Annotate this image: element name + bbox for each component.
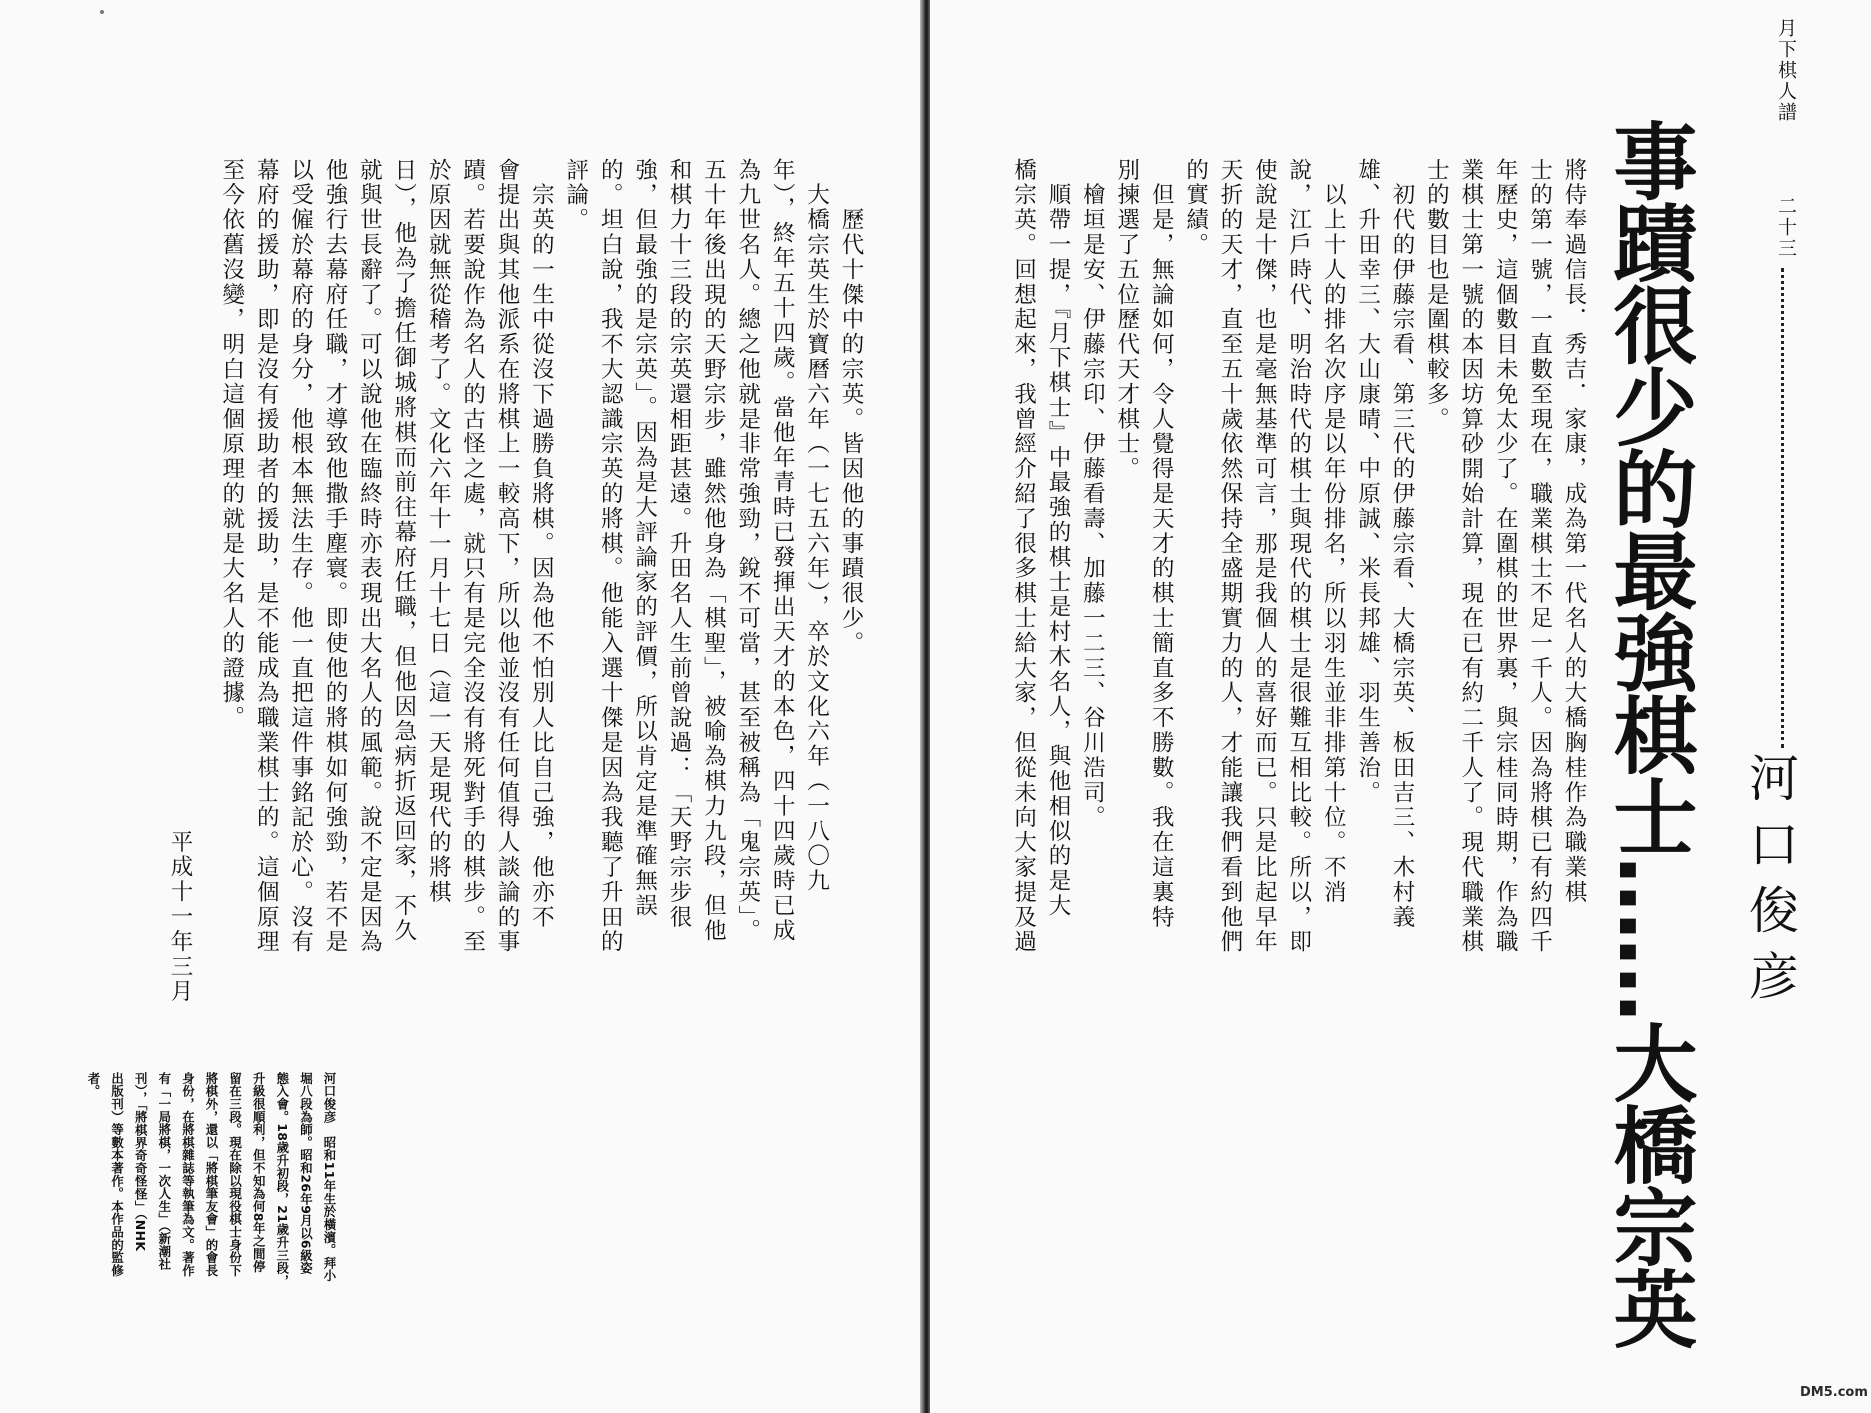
note-column: 刊），「將棋界奇奇怪怪」（NHK (133, 1072, 149, 1252)
note-column: 身份，在將棋雜誌等執筆為文。著作 (180, 1072, 196, 1277)
text-column: 將侍奉過信長．秀吉．家康，成為第一代名人的大橋胸桂作為職業棋 (1561, 158, 1587, 905)
text-column: 使說是十傑，也是毫無基準可言，那是我個人的喜好而已。只是比起早年 (1251, 158, 1278, 955)
text-column: 和棋力十三段的宗英還相距甚遠。升田名人生前曾說過：「天野宗步很 (666, 158, 692, 930)
author-name: 河口俊彦 (1741, 752, 1799, 1016)
text-column: 士的數目也是圍棋較多。 (1423, 158, 1450, 432)
note-column: 有「一局將棋，一次人生」（新潮社 (156, 1072, 172, 1271)
text-column: 至今依舊沒變，明白這個原理的就是大名人的證據。 (218, 158, 245, 731)
text-column: 的。坦白說，我不大認識宗英的將棋。他能入選十傑是因為我聽了升田的 (597, 158, 624, 955)
text-column: 年），終年五十四歲。當他年青時已發揮出天才的本色，四十四歲時已成 (769, 158, 796, 944)
text-column: 的實績。 (1182, 158, 1209, 258)
watermark-logo: DM5.com (1800, 1385, 1868, 1400)
text-column: 初代的伊藤宗看、第三代的伊藤宗看、大橋宗英、板田吉三、木村義 (1389, 158, 1415, 930)
text-column: 以上十人的排名次序是以年份排名，所以羽生並非排第十位。不消 (1320, 158, 1347, 905)
text-column: 順帶一提，『月下棋士』中最強的棋士是村木名人，與他相似的是大 (1045, 158, 1071, 919)
text-column: 幕府的援助，即是沒有援助者的援助，是不能成為職業棋士的。這個原理 (253, 158, 280, 955)
text-column: 強，但最強的是宗英」。因為是大評論家的評價，所以肯定是準確無誤 (631, 158, 658, 919)
text-column: 年歷史，這個數目未免太少了。在圍棋的世界裏，與宗桂同時期，作為職 (1492, 158, 1519, 955)
text-column: 大橋宗英生於寶曆六年（一七五六年），卒於文化六年（一八〇九 (803, 158, 830, 894)
note-column: 留在三段。現在除以現役棋士身份下 (227, 1072, 243, 1277)
note-column: 河口俊彦 昭和11年生於橫濱。拜小 (322, 1072, 337, 1283)
running-header: 月下棋人譜 (1775, 18, 1797, 123)
article-title: 事蹟很少的最強棋士……大橋宗英 (1600, 118, 1698, 1348)
right-page (930, 0, 1871, 1413)
text-column: 別揀選了五位歷代天才棋士。 (1113, 158, 1140, 482)
date-line: 平成十一年三月 (167, 830, 193, 1005)
text-column: 宗英的一生中從沒下過勝負將棋。因為他不怕別人比自己強，他亦不 (528, 158, 555, 930)
text-column: 於原因就無從稽考了。文化六年十一月十七日（這一天是現代的將棋 (425, 158, 452, 905)
text-column: 雄、升田幸三、大山康晴、中原誠、米長邦雄、羽生善治。 (1354, 158, 1381, 806)
text-column: 但是，無論如何，令人覺得是天才的棋士簡直多不勝數。我在這裏特 (1148, 158, 1175, 930)
text-column: 會提出與其他派系在將棋上一較高下，所以他並沒有任何值得人談論的事 (494, 158, 520, 955)
text-column: 說，江戶時代、明治時代的棋士與現代的棋士是很難互相比較。所以，即 (1285, 158, 1312, 955)
text-column: 士的第一號，一直數至現在，職業棋士不足一千人。因為將棋已有約四千 (1526, 158, 1553, 955)
text-column: 評論。 (562, 158, 589, 233)
text-column: 蹟。若要說作為名人的古怪之處，就只有是完全沒有將死對手的棋步。至 (459, 158, 486, 955)
note-column: 者。 (86, 1072, 101, 1098)
leader-dots (1781, 268, 1784, 748)
text-column: 以受僱於幕府的身分，他根本無法生存。他一直把這件事銘記於心。沒有 (287, 158, 314, 955)
left-page (0, 0, 922, 1413)
text-column: 五十年後出現的天野宗步，雖然他身為「棋聖」，被喻為棋力九段，但他 (700, 158, 727, 944)
text-column: 日），他為了擔任御城將棋而前往幕府任職，但他因急病折返回家，不久 (390, 158, 417, 944)
page-number: 二十三 (1775, 196, 1797, 259)
note-column: 出版刊）等數本著作。本作品的監修 (109, 1072, 125, 1277)
text-column: 業棋士第一號的本因坊算砂開始計算，現在已有約二千人了。現代職業棋 (1457, 158, 1484, 955)
paper-speck (100, 10, 104, 14)
text-column: 橋宗英。回想起來，我曾經介紹了很多棋士給大家，但從未向大家提及過 (1010, 158, 1037, 955)
text-column: 他強行去幕府任職，才導致他撒手塵寰。即使他的將棋如何強勁，若不是 (322, 158, 348, 955)
text-column: 天折的天才，直至五十歲依然保持全盛期實力的人，才能讓我們看到他們 (1217, 158, 1243, 955)
note-column: 堀八段為師。昭和26年9月以6級姿 (298, 1072, 314, 1275)
note-column: 升級很順利，但不知為何8年之間停 (251, 1072, 267, 1274)
note-column: 態入會。18歲升初段，21歲升三段， (274, 1072, 290, 1288)
text-column: 檜垣是安、伊藤宗印、伊藤看壽、加藤一二三、谷川浩司。 (1079, 158, 1106, 831)
note-column: 將棋外，還以「將棋筆友會」的會長 (204, 1072, 219, 1277)
text-column: 為九世名人。總之他就是非常強勁，銳不可當，甚至被稱為「鬼宗英」。 (734, 158, 761, 944)
text-column: 就與世長辭了。可以說他在臨終時亦表現出大名人的風範。說不定是因為 (356, 158, 383, 955)
text-column: 歷代十傑中的宗英。皆因他的事蹟很少。 (838, 158, 864, 656)
